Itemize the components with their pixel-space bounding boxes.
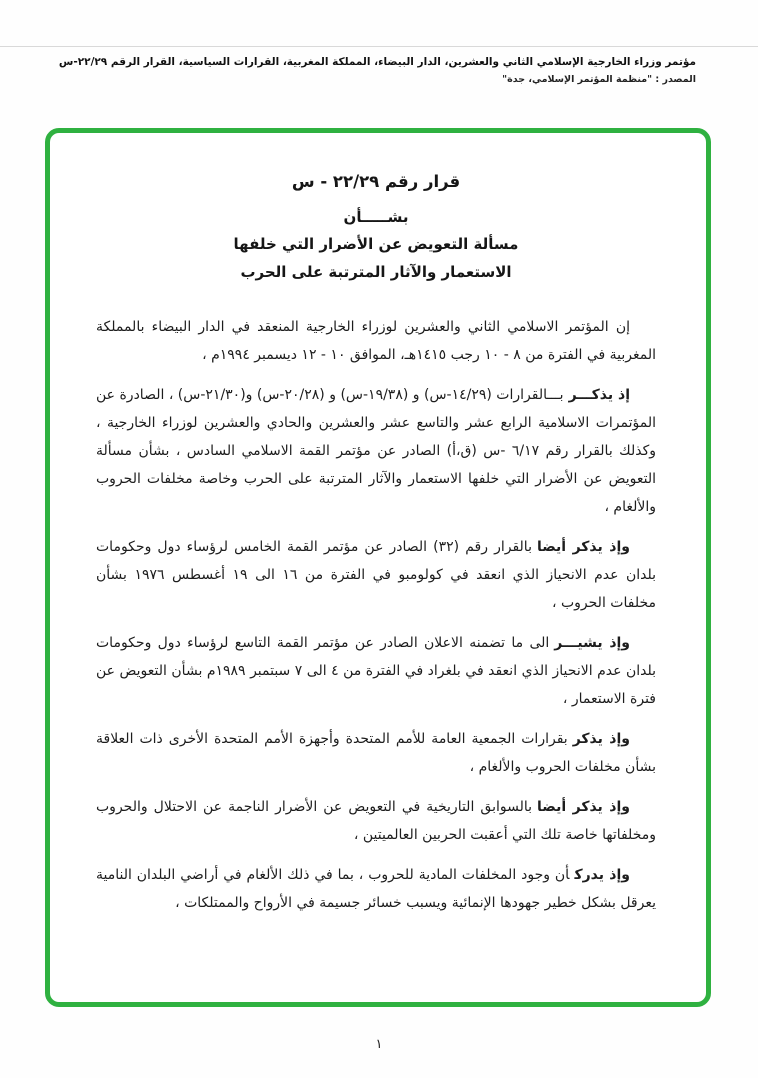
header-source: المصدر : "منظمة المؤتمر الإسلامي، جدة" [502,73,696,85]
paragraph-recalling-resolutions [96,381,656,521]
paragraph-text: بـــالقرارات (١٤/٢٩-س) و (١٩/٣٨-س) و (٢٠/٢٨-س) و(٢١/٣٠-س) ، الصادرة عن المؤتمرات الاسلامية الرابع عشر والتاسع عشر والعشرين والحادي والعشرين لوزراء الخارجية ، وكذلك بالقرار رقم ٦/١٧ -س (ق،أ) الصادر عن مؤتمر القمة الاسلامي السادس ، بشأن مسألة التعويض عن الأضرار التي خلفها الاستعمار والآثار المترتبة على الحرب وخاصة مخلفات الحروب والألغام ، [96,386,656,515]
page-number: ١ [375,1037,383,1052]
title-subject-line1: مسألة التعويض عن الأضرار التي خلفها [233,235,519,254]
paragraph-text: الى ما تضمنه الاعلان الصادر عن مؤتمر القمة التاسع لرؤساء دول وحكومات بلدان عدم الانحياز الذي انعقد في بلغراد في الفترة من ٤ الى ٧ سبتمبر ١٩٨٩م بشأن التعويض عن فترة الاستعمار ، [96,634,656,707]
paragraph-aware-of-remnants [96,861,656,917]
paragraph-lead: وإذ يذكر [572,730,630,747]
document-header [55,54,696,85]
paragraph-lead: وإذ يدرك [574,866,630,883]
paragraph-lead: وإذ يذكر أيضا [536,538,630,555]
document-content [50,133,706,1002]
paragraph-referring-belgrade [96,629,656,713]
paragraph-lead: وإذ يشيـــر [554,634,631,651]
header-citation: مؤتمر وزراء الخارجية الإسلامي الثاني والعشرين، الدار البيضاء، المملكة المغربية، القرارات السياسية، القرار الرقم ٢٢/٢٩-س [58,56,696,68]
paragraph-recalling-nam-colombo [96,533,656,617]
paragraph-recalling-precedents [96,793,656,849]
paragraph-text: إن المؤتمر الاسلامي الثاني والعشرين لوزراء الخارجية المنعقد في الدار البيضاء بالمملكة المغربية في الفترة من ٨ - ١٠ رجب ١٤١٥هـ، الموافق ١٠ - ١٢ ديسمبر ١٩٩٤م ، [96,318,656,363]
resolution-body [96,313,656,917]
paragraph-text: بالسوابق التاريخية في التعويض عن الأضرار الناجمة عن الاحتلال والحروب ومخلفاتها خاصة تلك التي أعقبت الحربين العالميتين ، [96,798,656,843]
paragraph-lead: إذ يذكـــر [568,386,630,403]
paragraph-text: بقرارات الجمعية العامة للأمم المتحدة وأجهزة الأمم المتحدة الأخرى ذات العلاقة بشأن مخلفات الحروب والألغام ، [96,730,656,775]
paragraph-text: أن وجود المخلفات المادية للحروب ، بما في ذلك الألغام في أراضي البلدان النامية يعرقل بشكل خطير جهودها الإنمائية ويسبب خسائر جسيمة في الأرواح والممتلكات ، [96,866,656,911]
scan-edge-line [0,46,758,47]
paragraph-recalling-un-resolutions [96,725,656,781]
title-subject-line2: الاستعمار والآثار المترتبة على الحرب [240,263,512,282]
paragraph-text: بالقرار رقم (٣٢) الصادر عن مؤتمر القمة الخامس لرؤساء دول وحكومات بلدان عدم الانحياز الذي انعقد في كولومبو في الفترة من ١٦ الى ١٩ أغسطس ١٩٧٦ بشأن مخلفات الحروب ، [96,538,656,611]
title-block [96,167,656,287]
resolution-number-title: قرار رقم ٢٢/٢٩ - س [291,172,461,191]
title-regarding: بشـــــأن [343,207,409,226]
green-border-frame [45,128,711,1007]
paragraph-preamble [96,313,656,369]
paragraph-lead: وإذ يذكر أيضا [537,798,630,815]
